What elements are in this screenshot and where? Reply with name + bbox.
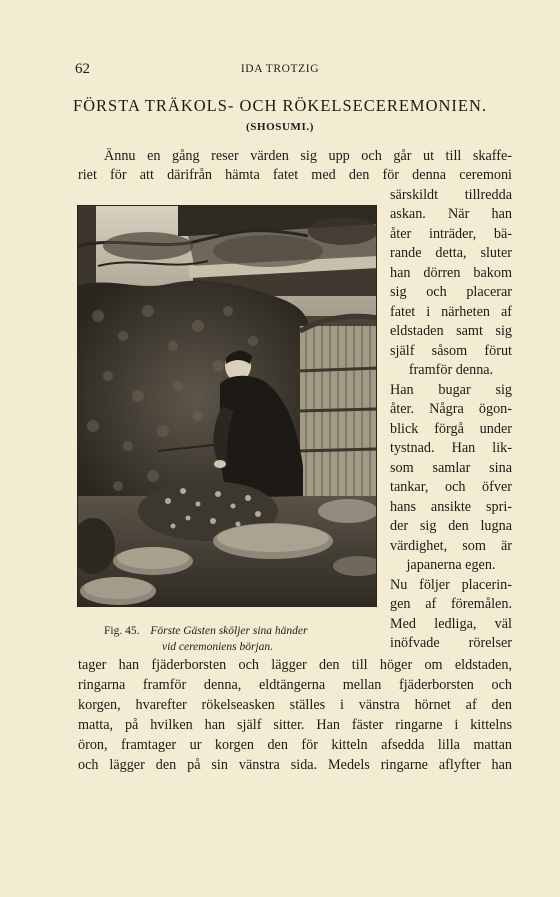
running-head: IDA TROTZIG bbox=[240, 63, 320, 75]
body-line: inöfvade rörelser bbox=[390, 635, 512, 651]
garden-scene-illustration bbox=[78, 206, 377, 607]
figure-caption-text: Förste Gästen sköljer sina händer bbox=[150, 625, 308, 637]
body-line: rande detta, sluter bbox=[390, 245, 512, 261]
page-number: 62 bbox=[75, 61, 90, 77]
figure-caption-line-2 bbox=[162, 641, 273, 653]
body-line: japanerna egen. bbox=[406, 557, 496, 573]
body-line: tankar, och öfver bbox=[390, 479, 512, 495]
body-line: värdighet, som är bbox=[390, 537, 512, 554]
body-line: tystnad. Han lik- bbox=[390, 440, 512, 456]
body-line: hans ansikte spri- bbox=[390, 498, 512, 515]
body-line: eldstaden samt sig bbox=[390, 323, 512, 339]
body-line: Han bugar sig bbox=[390, 381, 512, 398]
body-line: Ännu en gång reser värden sig upp och går ut till skaffe- bbox=[104, 148, 512, 164]
body-line: själf såsom förut bbox=[390, 342, 512, 359]
body-line: askan. När han bbox=[390, 206, 512, 222]
body-line: han dörren bakom bbox=[390, 264, 512, 281]
body-line: der sig den lugna bbox=[390, 518, 512, 534]
section-subtitle: (SHOSUMI.) bbox=[245, 121, 315, 133]
figure-photograph bbox=[77, 205, 377, 607]
body-line: korgen, hvarefter rökelseasken ställes i vänstra hörnet af den bbox=[78, 697, 512, 713]
body-line: tager han fjäderborsten och lägger den till höger om eldstaden, bbox=[78, 657, 512, 673]
section-title: FÖRSTA TRÄKOLS- OCH RÖKELSECEREMONIEN. bbox=[72, 96, 488, 115]
body-line: blick förgå under bbox=[390, 420, 512, 437]
body-line: Med ledliga, väl bbox=[390, 615, 512, 632]
body-line: som samlar sina bbox=[390, 459, 512, 476]
figure-label: Fig. 45. bbox=[104, 625, 140, 637]
body-line: särskildt tillredda bbox=[390, 187, 512, 203]
body-line: sig och placerar bbox=[390, 284, 512, 300]
body-line: matta, på hvilken han själf sitter. Han fäster ringarne i kittelns bbox=[78, 717, 512, 733]
figure-caption-line-1 bbox=[104, 625, 308, 637]
body-line: åter. Några ögon- bbox=[390, 401, 512, 417]
body-line: och lägger den på sin vänstra sida. Medels ringarne aflyfter han bbox=[78, 757, 512, 773]
body-line: framför denna. bbox=[408, 362, 494, 378]
body-line: ringarna framför denna, eldtängerna mellan fjäderborsten och bbox=[78, 677, 512, 693]
body-line: åter inträder, bä- bbox=[390, 225, 512, 242]
figure-caption-text: vid ceremoniens början. bbox=[162, 641, 274, 653]
body-line: riet för att därifrån hämta fatet med den för denna ceremoni bbox=[78, 167, 512, 183]
body-line: öron, framtager ur korgen den för kitteln afsedda lilla mattan bbox=[78, 737, 512, 753]
body-line: fatet i närheten af bbox=[390, 303, 512, 320]
body-line: gen af föremålen. bbox=[390, 596, 512, 612]
body-line: Nu följer placerin- bbox=[390, 576, 512, 593]
